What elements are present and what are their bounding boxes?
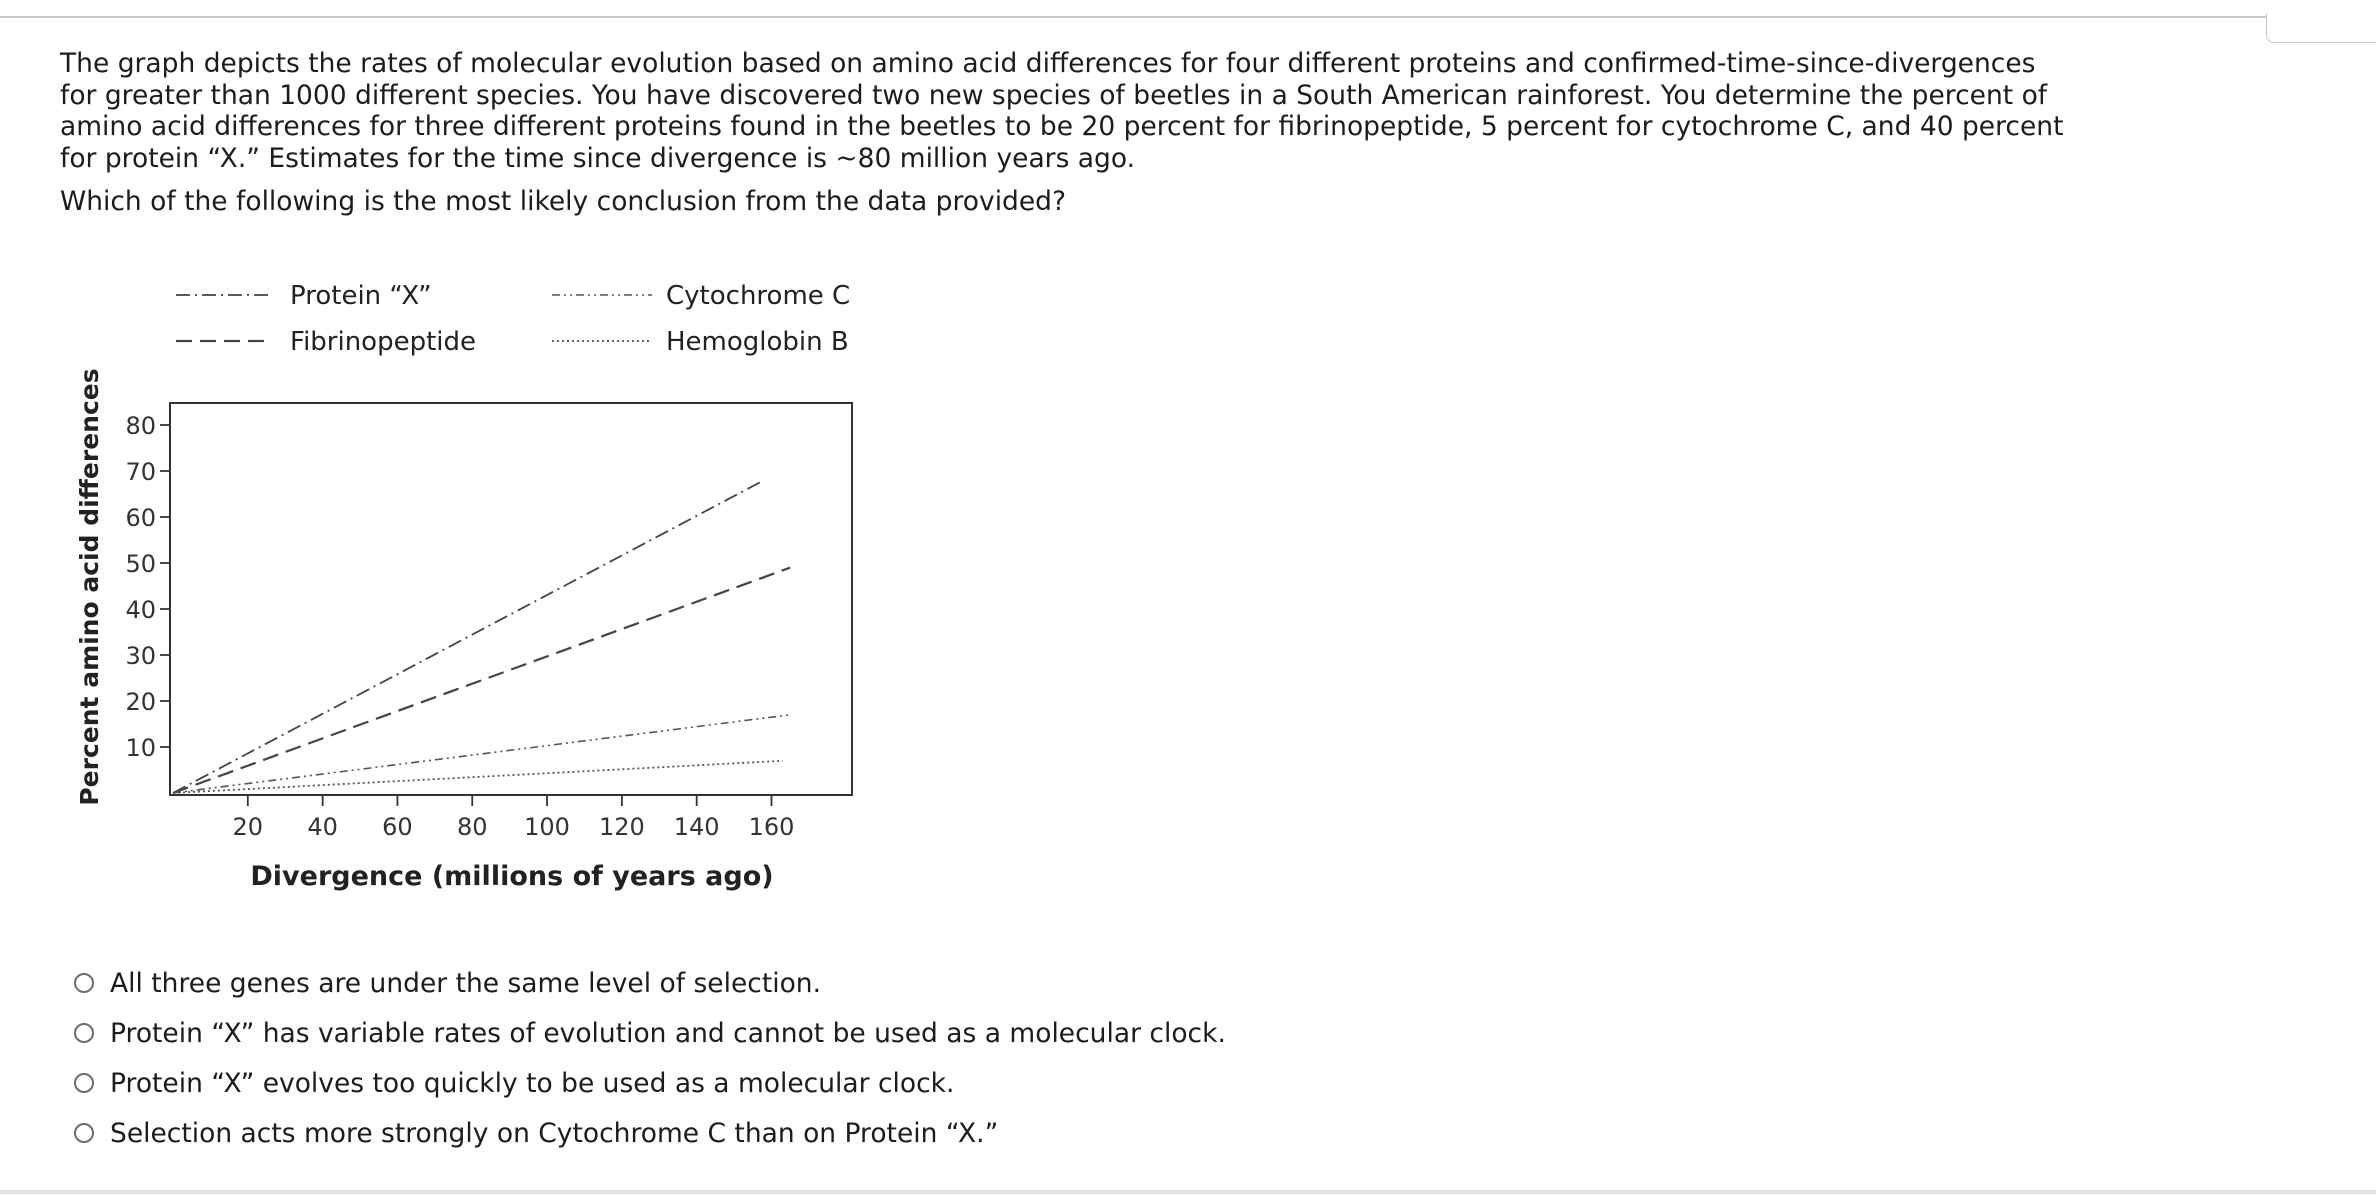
y-tick-label: 80 bbox=[125, 412, 156, 440]
answer-option-2[interactable] bbox=[74, 1008, 1226, 1058]
bottom-divider bbox=[0, 1190, 2376, 1194]
y-tick-label: 30 bbox=[125, 642, 156, 670]
radio-button[interactable] bbox=[74, 1123, 94, 1143]
evolution-rate-chart bbox=[60, 264, 880, 904]
question-text: The graph depicts the rates of molecular evolution based on amino acid differences for four different proteins and confirmed-time-since-divergences for greater than 1000 different species. You have discovered two new species of beetles in a South American rainforest. You determine the percent of amino acid differences for three different proteins found in the beetles to be 20 percent for fibrinopeptide, 5 percent for cytochrome C, and 40 percent for protein “X.” Estimates for the time since divergence is ~80 million years ago. bbox=[60, 48, 2064, 174]
x-axis-ticks bbox=[233, 795, 795, 841]
radio-button[interactable] bbox=[74, 1073, 94, 1093]
chart-legend bbox=[176, 281, 850, 357]
radio-button[interactable] bbox=[74, 973, 94, 993]
x-axis-label: Divergence (millions of years ago) bbox=[250, 861, 774, 892]
corner-tab[interactable] bbox=[2266, 14, 2376, 43]
answer-option-3[interactable] bbox=[74, 1058, 1226, 1108]
y-axis-label: Percent amino acid differences bbox=[75, 368, 104, 806]
series-lines bbox=[173, 480, 790, 793]
series-line-4 bbox=[173, 761, 783, 793]
x-tick-label: 120 bbox=[598, 813, 645, 841]
y-tick-label: 70 bbox=[125, 458, 156, 486]
legend-label-protein-x: Protein “X” bbox=[290, 281, 432, 311]
series-line-3 bbox=[173, 715, 790, 793]
y-tick-label: 20 bbox=[125, 688, 156, 716]
radio-button[interactable] bbox=[74, 1023, 94, 1043]
y-tick-label: 10 bbox=[125, 734, 156, 762]
x-tick-label: 140 bbox=[673, 813, 720, 841]
answer-options bbox=[74, 958, 1226, 1158]
legend-label-fibrinopeptide: Fibrinopeptide bbox=[290, 327, 477, 357]
x-tick-label: 40 bbox=[307, 813, 338, 841]
y-tick-label: 60 bbox=[125, 504, 156, 532]
answer-option-label: All three genes are under the same level of selection. bbox=[110, 967, 822, 999]
x-tick-label: 100 bbox=[524, 813, 570, 841]
x-tick-label: 80 bbox=[456, 813, 488, 841]
x-tick-label: 20 bbox=[232, 813, 264, 841]
answer-option-1[interactable] bbox=[74, 958, 1226, 1008]
answer-option-label: Protein “X” evolves too quickly to be used as a molecular clock. bbox=[110, 1067, 955, 1099]
legend-label-hemoglobin-b: Hemoglobin B bbox=[666, 327, 849, 357]
answer-option-4[interactable] bbox=[74, 1108, 1226, 1158]
plot-frame bbox=[170, 403, 852, 795]
y-tick-label: 50 bbox=[125, 550, 156, 578]
series-line-2 bbox=[173, 568, 790, 793]
y-axis-ticks bbox=[125, 412, 170, 762]
question-prompt: Which of the following is the most likely conclusion from the data provided? bbox=[60, 186, 1067, 217]
y-tick-label: 40 bbox=[125, 596, 156, 624]
x-tick-label: 60 bbox=[382, 813, 413, 841]
answer-option-label: Selection acts more strongly on Cytochrome C than on Protein “X.” bbox=[110, 1117, 999, 1149]
chart-svg bbox=[60, 264, 880, 904]
legend-label-cytochrome-c: Cytochrome C bbox=[666, 281, 851, 311]
series-line-1 bbox=[173, 480, 764, 793]
top-divider bbox=[0, 16, 2376, 18]
answer-option-label: Protein “X” has variable rates of evolution and cannot be used as a molecular clock. bbox=[110, 1017, 1226, 1049]
x-tick-label: 160 bbox=[748, 813, 795, 841]
